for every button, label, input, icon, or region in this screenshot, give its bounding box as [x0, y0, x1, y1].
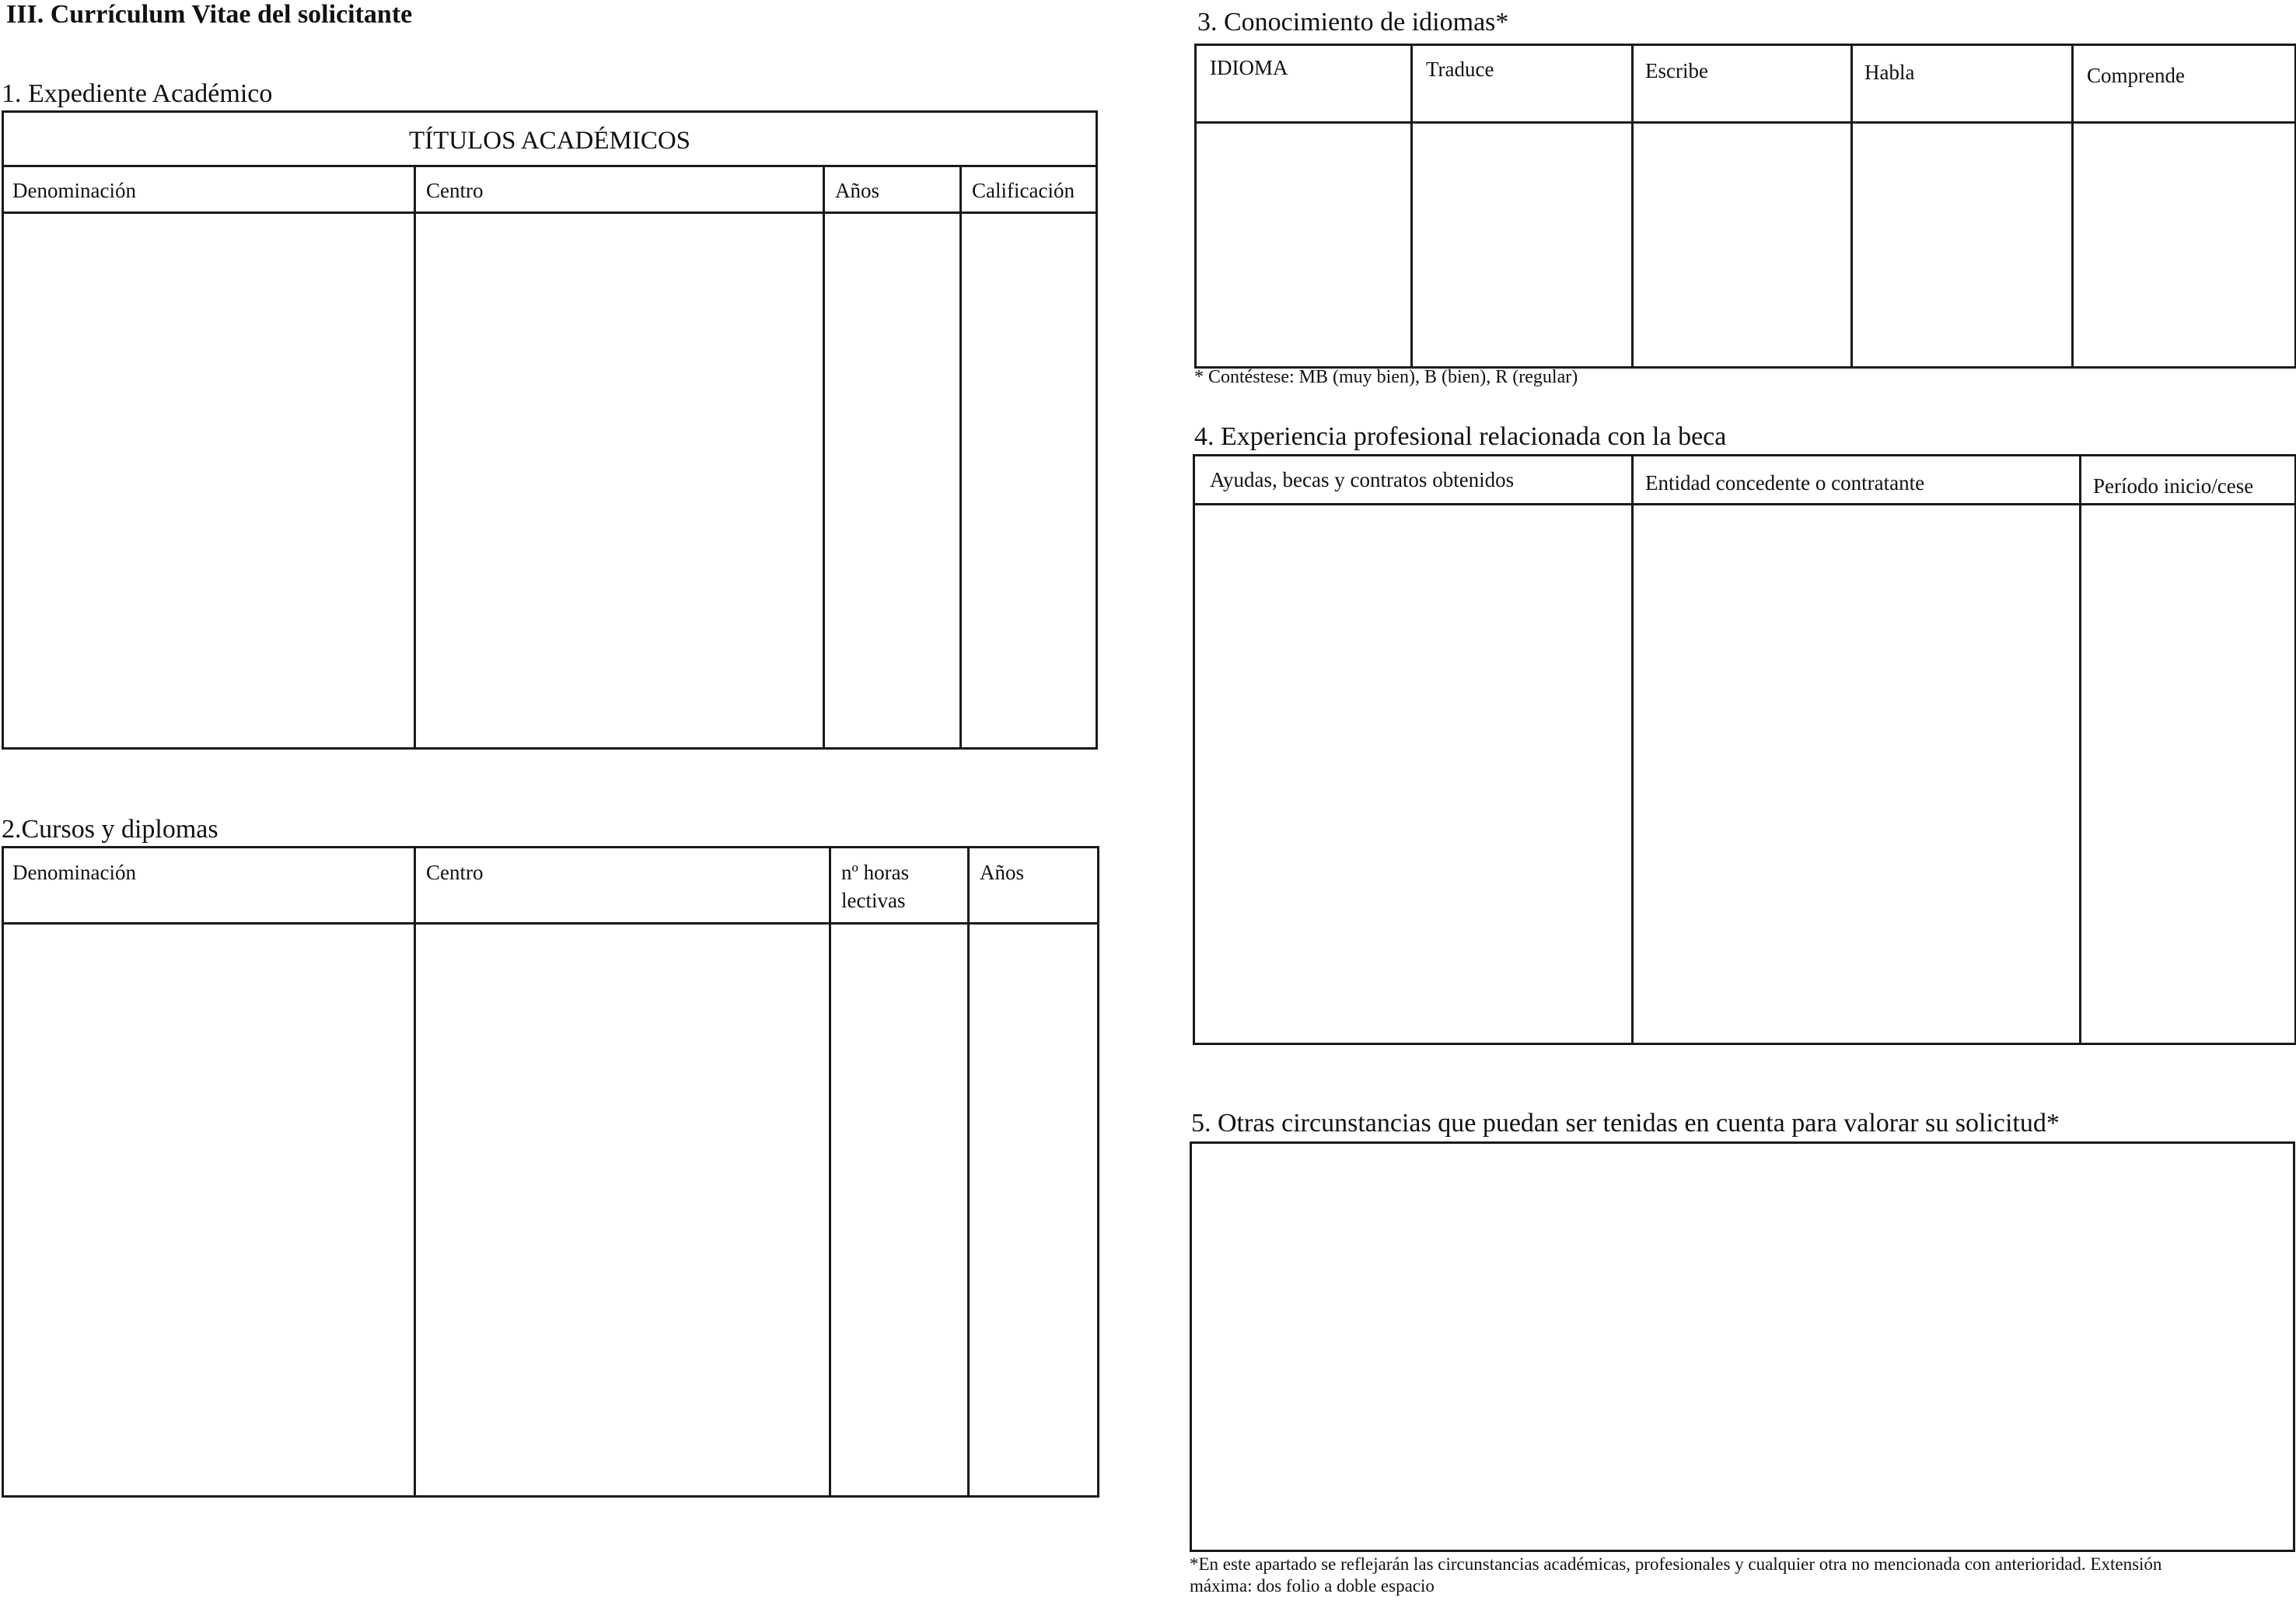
courses-anos-field[interactable] — [970, 925, 1096, 1494]
column-divider — [1631, 44, 1634, 369]
courses-centro-field[interactable] — [417, 925, 827, 1494]
page-title: III. Currículum Vitae del solicitante — [6, 0, 413, 29]
column-header-calificacion: Calificación — [972, 179, 1075, 202]
table-divider — [2, 922, 1099, 925]
column-divider — [414, 846, 416, 1498]
column-header-traduce: Traduce — [1426, 58, 1494, 81]
languages-habla-field[interactable] — [1854, 124, 2070, 365]
column-header-comprende: Comprende — [2087, 64, 2185, 87]
column-divider — [2079, 454, 2081, 1045]
column-header-ayudas: Ayudas, becas y contratos obtenidos — [1210, 468, 1515, 491]
table-divider — [2, 165, 1098, 167]
column-header-lectivas: lectivas — [841, 889, 906, 912]
academic-titles-header: TÍTULOS ACADÉMICOS — [408, 127, 691, 155]
other-circumstances-footnote-line2: máxima: dos folio a doble espacio — [1190, 1576, 1435, 1596]
column-divider — [1631, 454, 1634, 1045]
column-divider — [1410, 44, 1413, 369]
column-header-anos: Años — [980, 861, 1025, 884]
languages-idioma-field[interactable] — [1197, 124, 1409, 365]
titles-centro-field[interactable] — [417, 215, 821, 746]
other-circumstances-field[interactable] — [1193, 1145, 2292, 1549]
table-divider — [1194, 121, 2296, 124]
languages-escribe-field[interactable] — [1634, 124, 1849, 365]
titles-anos-field[interactable] — [826, 215, 958, 746]
languages-footnote: * Contéstese: MB (muy bien), B (bien), R (regular) — [1194, 367, 1578, 387]
languages-traduce-field[interactable] — [1414, 124, 1630, 365]
column-header-denominacion: Denominación — [12, 861, 136, 884]
column-header-entidad: Entidad concedente o contratante — [1645, 471, 1925, 495]
experience-entidad-field[interactable] — [1634, 506, 2078, 1042]
column-header-anos: Años — [835, 179, 880, 202]
column-header-centro: Centro — [426, 861, 484, 884]
titles-denominacion-field[interactable] — [5, 215, 412, 746]
column-divider — [823, 165, 825, 750]
column-header-denominacion: Denominación — [12, 179, 136, 202]
courses-denominacion-field[interactable] — [5, 925, 412, 1494]
column-divider — [829, 846, 831, 1498]
section-2-heading: 2.Cursos y diplomas — [2, 815, 218, 844]
column-header-horas: nº horas — [841, 861, 910, 884]
section-4-heading: 4. Experiencia profesional relacionada con la beca — [1194, 422, 1727, 451]
column-divider — [414, 165, 416, 750]
table-divider — [2, 211, 1098, 214]
section-1-heading: 1. Expediente Académico — [2, 79, 273, 108]
section-3-heading: 3. Conocimiento de idiomas* — [1197, 8, 1509, 37]
languages-comprende-field[interactable] — [2074, 124, 2294, 365]
column-divider — [1850, 44, 1853, 369]
section-5-heading: 5. Otras circunstancias que puedan ser tenidas en cuenta para valorar su solicitud* — [1191, 1109, 2060, 1138]
other-circumstances-footnote-line1: *En este apartado se reflejarán las circunstancias académicas, profesionales y cualquier otra no mencionada con anterioridad. Extensión — [1190, 1554, 2162, 1574]
column-header-escribe: Escribe — [1645, 59, 1708, 82]
experience-ayudas-field[interactable] — [1196, 506, 1630, 1042]
column-header-habla: Habla — [1864, 61, 1915, 84]
titles-calificacion-field[interactable] — [963, 215, 1095, 746]
column-header-periodo: Período inicio/cese — [2093, 474, 2254, 498]
column-divider — [959, 165, 962, 750]
table-divider — [1193, 503, 2296, 505]
experience-periodo-field[interactable] — [2082, 506, 2294, 1042]
column-header-centro: Centro — [426, 179, 484, 202]
column-divider — [967, 846, 970, 1498]
column-divider — [2071, 44, 2074, 369]
courses-horas-field[interactable] — [832, 925, 966, 1494]
column-header-idioma: IDIOMA — [1210, 56, 1288, 79]
